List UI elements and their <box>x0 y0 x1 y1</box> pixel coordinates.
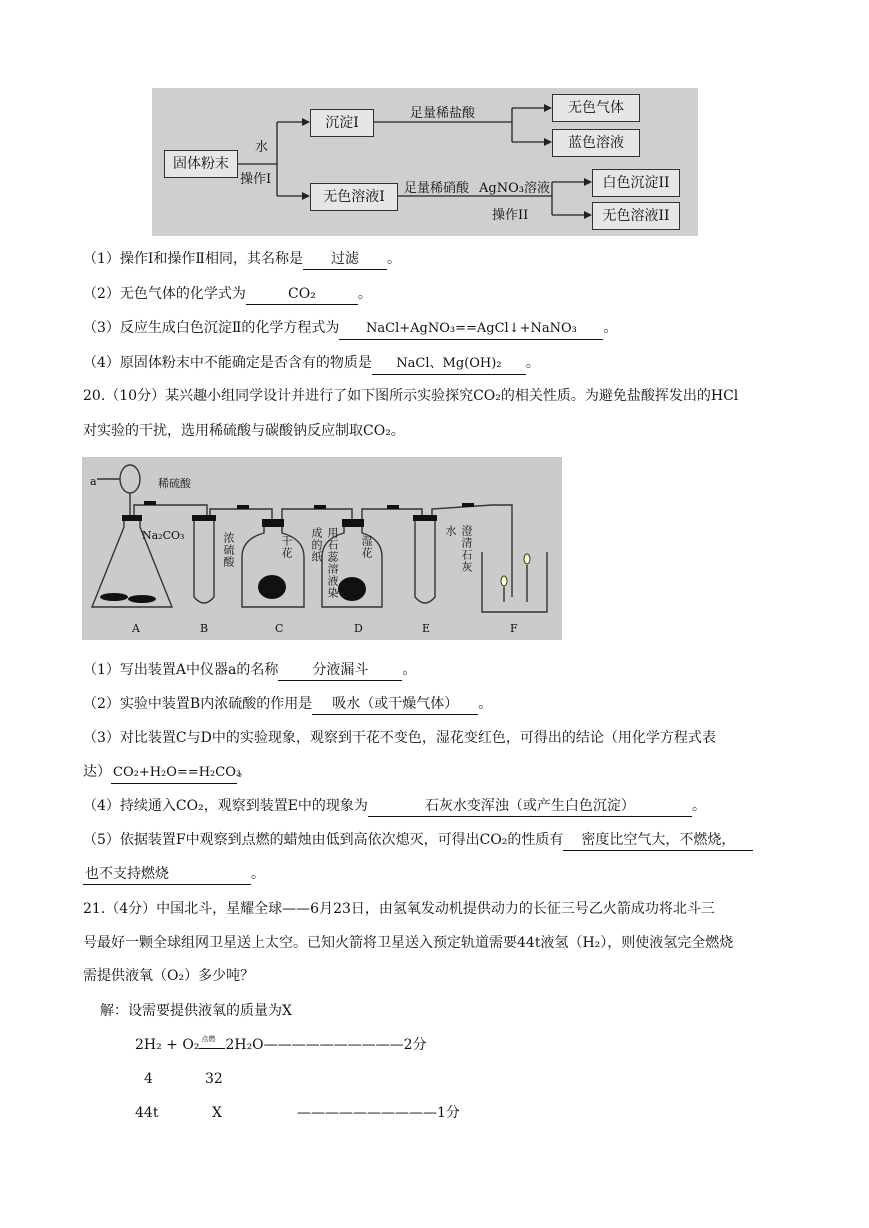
q19-p3-text: （3）反应生成白色沉淀Ⅱ的化学方程式为 <box>83 320 340 336</box>
white-precipitate-box: 白色沉淀II <box>592 169 680 197</box>
q21-value-1: 44t <box>135 1105 159 1121</box>
q20-part3-line2 <box>83 762 251 784</box>
agno3-label: AgNO₃溶液 <box>479 181 550 196</box>
flow-diagram <box>152 88 698 236</box>
label-litmus-paper: 用石蕊溶液染成的纸 <box>310 527 339 599</box>
hno3-label: 足量稀硝酸 <box>404 181 470 196</box>
q20-p3-answer: CO₂+H₂O==H₂CO₃ <box>111 763 237 784</box>
label-wet-flower: 湿花 <box>360 535 373 559</box>
label-dry-flower: 干花 <box>280 535 293 559</box>
q21-mass-1: 4 <box>144 1071 153 1087</box>
letter-c: C <box>275 622 284 635</box>
letter-b: B <box>200 622 209 635</box>
letter-e: E <box>422 622 431 635</box>
q20-p4-end: 。 <box>691 798 706 814</box>
water-label: 水 <box>255 140 269 155</box>
solution2-box: 无色溶液II <box>592 202 680 230</box>
q20-part5-line2 <box>83 864 265 885</box>
label-a: a <box>90 475 97 488</box>
q20-p1-text: （1）写出装置A中仪器a的名称 <box>83 662 279 678</box>
blue-solution-box: 蓝色溶液 <box>552 129 640 157</box>
q19-p4-end: 。 <box>525 355 540 371</box>
q19-part1 <box>83 249 401 270</box>
hcl-label: 足量稀盐酸 <box>410 106 476 121</box>
eq-arrow <box>199 1035 225 1049</box>
solid-powder-box: 固体粉末 <box>164 150 238 178</box>
q21-mass-2: 32 <box>205 1071 223 1087</box>
q20-part3-line1: （3）对比装置C与D中的实验现象，观察到干花不变色，湿花变红色，可得出的结论（用化学方程式表 <box>83 730 716 746</box>
q21-equation <box>135 1035 427 1055</box>
q20-p1-answer: 分液漏斗 <box>278 660 402 681</box>
q20-intro-line1: 20.（10分）某兴趣小组同学设计并进行了如下图所示实验探究CO₂的相关性质。为避免盐酸挥发出的HCl <box>83 388 739 404</box>
q19-p1-text: （1）操作Ⅰ和操作Ⅱ相同，其名称是 <box>83 251 303 267</box>
eq-score: ——————————2分 <box>263 1037 427 1053</box>
q20-p5-answer2: 也不支持燃烧 <box>83 864 251 885</box>
q19-p2-end: 。 <box>357 286 372 302</box>
q21-value-2: X <box>212 1105 222 1121</box>
q20-p5-answer1: 密度比空气大，不燃烧， <box>563 830 753 851</box>
q21-line2: 号最好一颗全球组网卫星送上太空。已知火箭将卫星送入预定轨道需要44t液氢（H₂），则使液氢完全燃烧 <box>83 935 734 951</box>
label-dilute-acid: 稀硫酸 <box>158 477 191 490</box>
eq-reactants: 2H₂ + O₂ <box>135 1037 200 1053</box>
op2-label: 操作II <box>492 208 529 223</box>
q21-line1: 21.（4分）中国北斗，星耀全球——6月23日，由氢氧发动机提供动力的长征三号乙火箭成功将北斗三 <box>83 901 715 917</box>
letter-d: D <box>354 622 363 635</box>
q20-p2-text: （2）实验中装置B内浓硫酸的作用是 <box>83 696 313 712</box>
q21-solution: 解：设需要提供液氧的质量为X <box>100 1003 292 1019</box>
q21-line3: 需提供液氧（O₂）多少吨？ <box>83 968 255 984</box>
q19-p2-text: （2）无色气体的化学式为 <box>83 286 246 302</box>
q19-p3-end: 。 <box>603 320 618 336</box>
q20-part5-line1 <box>83 830 753 851</box>
q21-value-score: ——————————1分 <box>297 1105 460 1121</box>
op1-label: 操作I <box>240 172 272 187</box>
q20-p4-text: （4）持续通入CO₂，观察到装置E中的现象为 <box>83 798 368 814</box>
precipitate1-box: 沉淀I <box>310 109 374 137</box>
q20-p2-end: 。 <box>478 696 493 712</box>
eq-product: 2H₂O <box>225 1037 264 1053</box>
q20-p2-answer: 吸水（或干燥气体） <box>312 694 478 715</box>
label-na2co3: Na₂CO₃ <box>142 529 185 542</box>
label-limewater: 澄清石灰水 <box>444 525 473 573</box>
q19-p1-end: 。 <box>386 251 401 267</box>
q19-p1-answer: 过滤 <box>303 249 387 270</box>
solution1-box: 无色溶液I <box>310 183 398 211</box>
q19-p4-text: （4）原固体粉末中不能确定是否含有的物质是 <box>83 355 372 371</box>
letter-a: A <box>132 622 140 635</box>
apparatus-figure <box>82 457 562 640</box>
eq-condition: 点燃 <box>201 1035 216 1043</box>
q20-p4-answer: 石灰水变浑浊（或产生白色沉淀） <box>368 796 692 817</box>
q20-p3-text: 达） <box>83 764 111 780</box>
q20-part4 <box>83 796 706 817</box>
colorless-gas-box: 无色气体 <box>552 94 640 122</box>
q20-p5-end: 。 <box>251 866 265 882</box>
q20-p5-text: （5）依据装置F中观察到点燃的蜡烛由低到高依次熄灭，可得出CO₂的性质有 <box>83 832 564 848</box>
q19-part3 <box>83 318 617 340</box>
q19-p3-answer: NaCl+AgNO₃==AgCl↓+NaNO₃ <box>339 319 603 340</box>
q20-p3-end: 。 <box>237 764 251 780</box>
label-conc-acid: 浓硫酸 <box>222 532 235 568</box>
q19-part2 <box>83 284 372 305</box>
q20-part1 <box>83 660 416 681</box>
q20-intro-line2: 对实验的干扰，选用稀硫酸与碳酸钠反应制取CO₂。 <box>83 423 405 439</box>
q20-part2 <box>83 694 492 715</box>
q19-part4 <box>83 353 540 375</box>
q20-p1-end: 。 <box>402 662 417 678</box>
q19-p4-answer: NaCl、Mg(OH)₂ <box>372 354 526 375</box>
q19-p2-answer: CO₂ <box>246 284 358 305</box>
letter-f: F <box>510 622 518 635</box>
